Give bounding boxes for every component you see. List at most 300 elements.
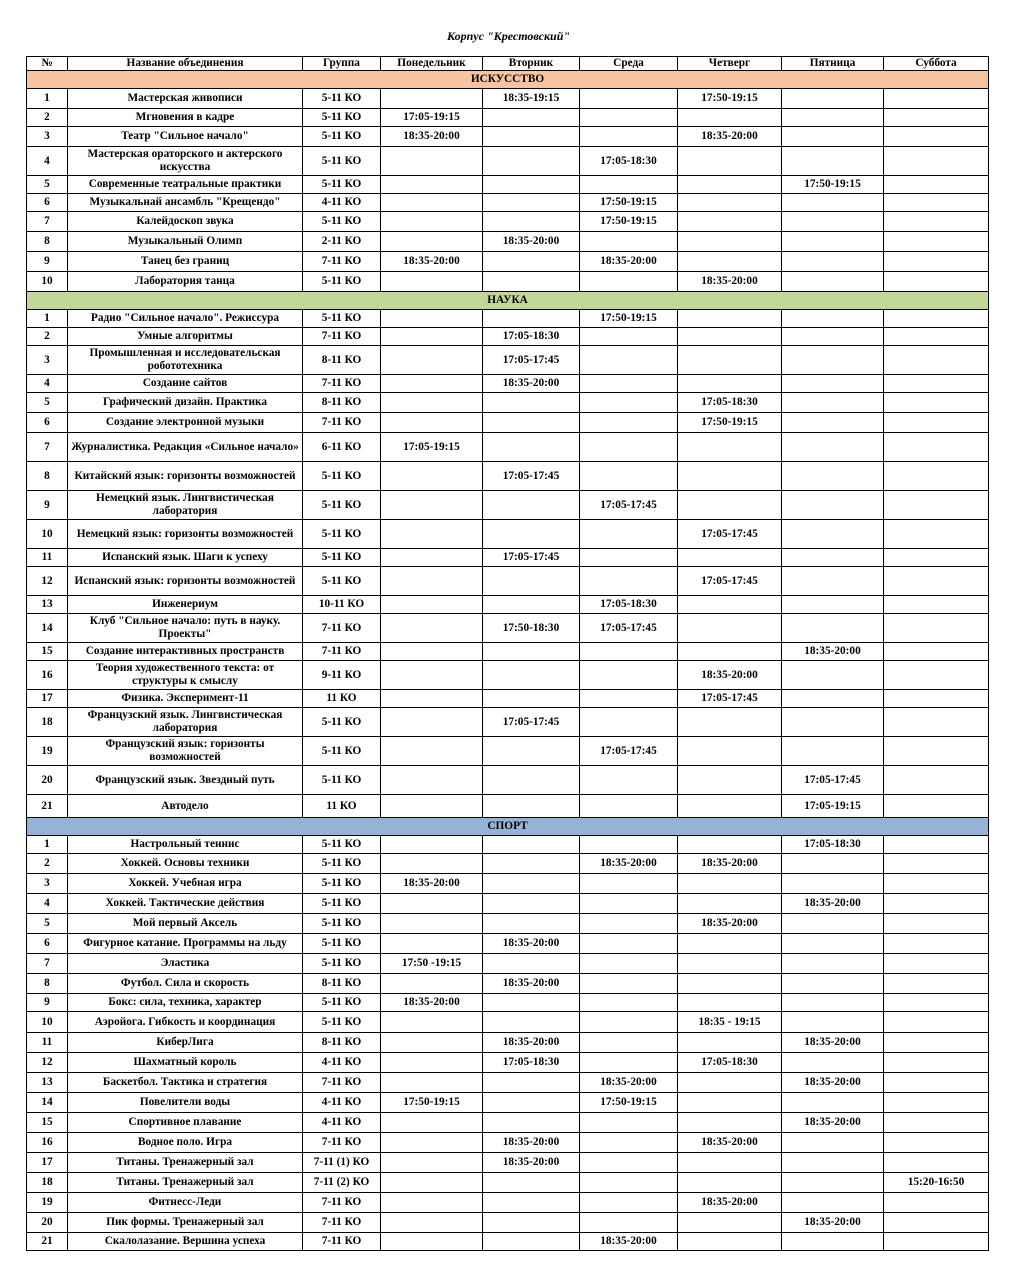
table-cell — [782, 914, 884, 934]
table-cell: 1 — [27, 836, 68, 854]
table-cell: Аэройога. Гибкость и координация — [68, 1012, 303, 1033]
table-cell: 10 — [27, 272, 68, 292]
table-cell — [884, 690, 989, 708]
table-cell: Хоккей. Учебная игра — [68, 874, 303, 894]
table-cell: 17:05-17:45 — [782, 766, 884, 795]
table-cell — [483, 147, 580, 176]
table-cell: Немецкий язык: горизонты возможностей — [68, 520, 303, 549]
table-cell — [381, 934, 483, 954]
table-cell: Пик формы. Тренажерный зал — [68, 1213, 303, 1233]
table-cell — [782, 874, 884, 894]
table-row — [27, 310, 989, 328]
table-cell: 19 — [27, 737, 68, 766]
table-cell — [782, 433, 884, 462]
table-row — [27, 252, 989, 272]
table-cell — [782, 567, 884, 596]
table-cell: 17:05-17:45 — [580, 737, 678, 766]
table-cell: 1 — [27, 89, 68, 109]
table-row — [27, 147, 989, 176]
table-cell: 2 — [27, 109, 68, 127]
table-cell: 7-11 КО — [303, 1073, 381, 1093]
table-cell — [483, 954, 580, 974]
table-cell — [678, 874, 782, 894]
table-cell: 18:35-20:00 — [483, 232, 580, 252]
table-cell — [483, 1173, 580, 1193]
table-cell — [483, 491, 580, 520]
table-cell: 17:05-17:45 — [678, 690, 782, 708]
table-cell: 2-11 КО — [303, 232, 381, 252]
table-cell — [381, 661, 483, 690]
table-cell — [381, 690, 483, 708]
table-cell — [884, 854, 989, 874]
table-cell: Современные театральные практики — [68, 176, 303, 194]
table-cell: 5-11 КО — [303, 491, 381, 520]
table-cell: 7-11 КО — [303, 375, 381, 393]
table-cell: Графический дизайн. Практика — [68, 393, 303, 413]
table-row — [27, 176, 989, 194]
table-row — [27, 934, 989, 954]
table-cell — [782, 596, 884, 614]
table-cell: Калейдоскоп звука — [68, 212, 303, 232]
table-cell: 15:20-16:50 — [884, 1173, 989, 1193]
table-cell — [580, 795, 678, 818]
table-cell — [678, 766, 782, 795]
table-cell: 4-11 КО — [303, 194, 381, 212]
table-cell — [381, 1012, 483, 1033]
table-cell — [381, 854, 483, 874]
table-cell — [580, 346, 678, 375]
table-row — [27, 596, 989, 614]
table-row — [27, 272, 989, 292]
table-cell — [381, 232, 483, 252]
table-cell — [884, 147, 989, 176]
table-row — [27, 1193, 989, 1213]
table-cell — [678, 894, 782, 914]
table-cell — [580, 89, 678, 109]
table-cell — [381, 708, 483, 737]
table-cell — [782, 549, 884, 567]
table-cell — [782, 737, 884, 766]
table-cell: Журналистика. Редакция «Сильное начало» — [68, 433, 303, 462]
table-cell: 11 КО — [303, 795, 381, 818]
table-cell — [483, 766, 580, 795]
table-cell: 5-11 КО — [303, 1012, 381, 1033]
table-row — [27, 854, 989, 874]
table-cell — [381, 766, 483, 795]
table-cell: 15 — [27, 643, 68, 661]
table-cell — [580, 994, 678, 1012]
table-cell: Клуб "Сильное начало: путь в науку. Проекты" — [68, 614, 303, 643]
table-row — [27, 1153, 989, 1173]
table-cell: 18:35-20:00 — [483, 375, 580, 393]
header-cell: Четверг — [678, 57, 782, 71]
table-cell: 7-11 КО — [303, 1213, 381, 1233]
table-cell — [884, 1093, 989, 1113]
table-row — [27, 212, 989, 232]
table-cell — [483, 836, 580, 854]
table-cell — [381, 974, 483, 994]
table-cell: 12 — [27, 567, 68, 596]
table-cell — [884, 549, 989, 567]
table-cell — [483, 393, 580, 413]
table-cell — [580, 462, 678, 491]
table-cell — [483, 413, 580, 433]
table-cell — [884, 737, 989, 766]
table-row — [27, 1033, 989, 1053]
table-row — [27, 346, 989, 375]
table-cell: 21 — [27, 795, 68, 818]
table-cell — [381, 567, 483, 596]
table-cell: 5 — [27, 393, 68, 413]
table-cell — [483, 212, 580, 232]
table-cell — [678, 462, 782, 491]
table-cell — [782, 934, 884, 954]
table-cell — [381, 1113, 483, 1133]
table-cell — [678, 1073, 782, 1093]
table-cell: 5-11 КО — [303, 914, 381, 934]
table-cell: 10 — [27, 520, 68, 549]
table-cell — [782, 328, 884, 346]
table-row — [27, 1133, 989, 1153]
table-row — [27, 974, 989, 994]
table-cell: Создание электронной музыки — [68, 413, 303, 433]
table-cell — [580, 914, 678, 934]
table-cell: 5-11 КО — [303, 994, 381, 1012]
table-cell: 16 — [27, 661, 68, 690]
table-cell: Спортивное плавание — [68, 1113, 303, 1133]
table-cell: Теория художественного текста: от структуры к смыслу — [68, 661, 303, 690]
table-cell — [381, 643, 483, 661]
table-cell: Автодело — [68, 795, 303, 818]
table-cell — [678, 974, 782, 994]
table-cell: 14 — [27, 614, 68, 643]
table-cell: 4-11 КО — [303, 1053, 381, 1073]
table-cell — [580, 413, 678, 433]
table-cell: 18:35-20:00 — [580, 1233, 678, 1251]
table-cell: 10-11 КО — [303, 596, 381, 614]
table-cell: 14 — [27, 1093, 68, 1113]
table-cell — [381, 272, 483, 292]
table-row — [27, 954, 989, 974]
table-cell: 7-11 КО — [303, 252, 381, 272]
table-cell — [381, 147, 483, 176]
table-cell — [381, 894, 483, 914]
table-cell — [782, 994, 884, 1012]
table-cell: 5-11 КО — [303, 854, 381, 874]
table-cell: 18:35-20:00 — [483, 934, 580, 954]
table-cell — [678, 176, 782, 194]
table-cell — [782, 109, 884, 127]
table-cell — [381, 89, 483, 109]
table-cell — [483, 109, 580, 127]
table-cell — [580, 1053, 678, 1073]
table-cell: 17:50 -19:15 — [381, 954, 483, 974]
table-row — [27, 1173, 989, 1193]
table-cell — [678, 252, 782, 272]
table-cell — [884, 894, 989, 914]
table-cell — [580, 766, 678, 795]
table-cell: Создание сайтов — [68, 375, 303, 393]
table-cell: 18:35-20:00 — [580, 1073, 678, 1093]
section-header: ИСКУССТВО — [27, 71, 989, 89]
table-cell — [580, 232, 678, 252]
table-cell: 5-11 КО — [303, 894, 381, 914]
table-cell — [580, 836, 678, 854]
table-cell: 5-11 КО — [303, 954, 381, 974]
table-cell: Физика. Эксперимент-11 — [68, 690, 303, 708]
table-cell — [580, 1133, 678, 1153]
table-cell — [483, 127, 580, 147]
table-cell: 5-11 КО — [303, 212, 381, 232]
table-cell: 11 — [27, 549, 68, 567]
table-cell: 8-11 КО — [303, 974, 381, 994]
table-cell: 7-11 КО — [303, 614, 381, 643]
table-cell: Промышленная и исследовательская робототехника — [68, 346, 303, 375]
table-cell — [678, 194, 782, 212]
table-row — [27, 1053, 989, 1073]
table-cell: Создание интерактивных пространств — [68, 643, 303, 661]
section-row — [27, 292, 989, 310]
table-cell — [381, 1153, 483, 1173]
table-cell: 18:35-20:00 — [580, 252, 678, 272]
table-cell — [884, 836, 989, 854]
table-cell: 7 — [27, 212, 68, 232]
table-cell: 5-11 КО — [303, 934, 381, 954]
table-cell: Лаборатория танца — [68, 272, 303, 292]
table-row — [27, 375, 989, 393]
table-cell — [678, 109, 782, 127]
table-cell: 18:35-20:00 — [782, 643, 884, 661]
table-cell: Титаны. Тренажерный зал — [68, 1173, 303, 1193]
table-cell — [884, 328, 989, 346]
table-cell — [381, 346, 483, 375]
table-cell — [884, 1073, 989, 1093]
table-cell: Французский язык. Звездный путь — [68, 766, 303, 795]
table-cell — [884, 375, 989, 393]
table-cell — [580, 1012, 678, 1033]
table-cell — [678, 1233, 782, 1251]
table-cell — [580, 272, 678, 292]
table-row — [27, 433, 989, 462]
table-row — [27, 89, 989, 109]
table-cell: 5-11 КО — [303, 109, 381, 127]
table-cell: 7-11 КО — [303, 413, 381, 433]
table-cell — [580, 433, 678, 462]
table-cell: 18:35-20:00 — [381, 994, 483, 1012]
table-cell: 5-11 КО — [303, 127, 381, 147]
table-cell — [483, 310, 580, 328]
table-cell — [884, 413, 989, 433]
table-row — [27, 894, 989, 914]
table-cell: 7-11 (1) КО — [303, 1153, 381, 1173]
table-cell: Бокс: сила, техника, характер — [68, 994, 303, 1012]
table-cell — [678, 375, 782, 393]
table-cell: 17:05-19:15 — [381, 433, 483, 462]
table-cell: 18:35-20:00 — [381, 252, 483, 272]
table-cell — [381, 596, 483, 614]
table-cell: 5-11 КО — [303, 520, 381, 549]
table-cell — [782, 708, 884, 737]
table-cell — [884, 1133, 989, 1153]
table-cell: 4-11 КО — [303, 1093, 381, 1113]
table-cell: 4 — [27, 375, 68, 393]
table-cell — [483, 1193, 580, 1213]
table-cell: 11 КО — [303, 690, 381, 708]
table-cell: 18:35-20:00 — [483, 1033, 580, 1053]
table-cell: 5-11 КО — [303, 310, 381, 328]
table-row — [27, 708, 989, 737]
table-cell: Немецкий язык. Лингвистическая лаборатория — [68, 491, 303, 520]
table-cell — [884, 1193, 989, 1213]
table-cell — [884, 614, 989, 643]
table-cell — [782, 413, 884, 433]
table-cell — [483, 176, 580, 194]
table-cell — [884, 1033, 989, 1053]
table-cell — [678, 836, 782, 854]
table-cell — [782, 393, 884, 413]
table-row — [27, 994, 989, 1012]
table-cell: 17:50-19:15 — [580, 1093, 678, 1113]
table-cell — [884, 643, 989, 661]
table-cell — [678, 212, 782, 232]
table-cell — [381, 1233, 483, 1251]
table-cell: 3 — [27, 874, 68, 894]
table-cell: 5-11 КО — [303, 874, 381, 894]
table-cell: 9 — [27, 252, 68, 272]
table-cell — [483, 643, 580, 661]
table-cell: 17:50-19:15 — [580, 310, 678, 328]
table-cell: Мастерская ораторского и актерского искусства — [68, 147, 303, 176]
table-cell: 18:35-20:00 — [782, 1213, 884, 1233]
table-cell: 17:50-19:15 — [580, 194, 678, 212]
table-cell — [381, 491, 483, 520]
table-cell: 3 — [27, 127, 68, 147]
table-cell — [381, 520, 483, 549]
table-cell — [782, 252, 884, 272]
page-title: Корпус "Крестовский" — [446, 29, 571, 43]
table-cell — [483, 874, 580, 894]
table-cell: Инженериум — [68, 596, 303, 614]
table-cell — [580, 328, 678, 346]
header-row — [27, 57, 989, 71]
table-cell — [381, 1033, 483, 1053]
table-row — [27, 1012, 989, 1033]
table-cell: Настрольный теннис — [68, 836, 303, 854]
table-cell: 18:35-19:15 — [483, 89, 580, 109]
table-cell: 17:05-17:45 — [483, 708, 580, 737]
header-cell: Понедельник — [381, 57, 483, 71]
table-cell — [884, 1113, 989, 1133]
table-cell: Радио "Сильное начало". Режиссура — [68, 310, 303, 328]
table-cell: 20 — [27, 766, 68, 795]
table-cell: 18:35 - 19:15 — [678, 1012, 782, 1033]
table-cell: 17:05-17:45 — [483, 346, 580, 375]
table-cell: 9-11 КО — [303, 661, 381, 690]
table-cell — [884, 1053, 989, 1073]
table-cell — [580, 520, 678, 549]
table-cell: 2 — [27, 854, 68, 874]
table-cell — [381, 737, 483, 766]
table-cell: Умные алгоритмы — [68, 328, 303, 346]
table-cell — [381, 1133, 483, 1153]
table-cell — [884, 89, 989, 109]
table-cell: 6-11 КО — [303, 433, 381, 462]
table-cell: Французский язык. Лингвистическая лаборатория — [68, 708, 303, 737]
table-cell: Футбол. Сила и скорость — [68, 974, 303, 994]
table-cell: 3 — [27, 346, 68, 375]
table-cell: 17:05-18:30 — [483, 328, 580, 346]
table-cell — [483, 894, 580, 914]
table-row — [27, 1073, 989, 1093]
table-cell — [580, 1173, 678, 1193]
table-cell: 17:05-17:45 — [678, 520, 782, 549]
table-row — [27, 1113, 989, 1133]
table-cell — [381, 795, 483, 818]
table-cell: 18:35-20:00 — [483, 974, 580, 994]
table-cell: Театр "Сильное начало" — [68, 127, 303, 147]
table-cell — [782, 194, 884, 212]
table-cell: 8-11 КО — [303, 393, 381, 413]
table-cell — [782, 1173, 884, 1193]
table-row — [27, 1093, 989, 1113]
table-row — [27, 549, 989, 567]
table-cell — [483, 520, 580, 549]
table-row — [27, 462, 989, 491]
table-cell — [381, 328, 483, 346]
header-cell: Пятница — [782, 57, 884, 71]
table-cell — [678, 310, 782, 328]
table-cell — [678, 737, 782, 766]
table-cell — [483, 737, 580, 766]
table-cell — [884, 766, 989, 795]
header-cell: Группа — [303, 57, 381, 71]
table-cell: 5-11 КО — [303, 708, 381, 737]
table-cell — [580, 1033, 678, 1053]
table-cell — [580, 109, 678, 127]
table-cell: 17:05-18:30 — [678, 1053, 782, 1073]
table-cell: Повелители воды — [68, 1093, 303, 1113]
table-cell — [782, 212, 884, 232]
table-cell — [884, 795, 989, 818]
table-cell — [678, 994, 782, 1012]
table-cell: 17:05-17:45 — [678, 567, 782, 596]
table-cell — [381, 393, 483, 413]
table-cell: 18 — [27, 708, 68, 737]
table-cell — [678, 549, 782, 567]
table-cell: Испанский язык: горизонты возможностей — [68, 567, 303, 596]
table-cell — [884, 109, 989, 127]
table-cell: 18:35-20:00 — [678, 127, 782, 147]
table-cell: 17:05-17:45 — [580, 614, 678, 643]
table-cell: 18:35-20:00 — [678, 1193, 782, 1213]
table-cell: 17:05-19:15 — [381, 109, 483, 127]
table-cell: 18:35-20:00 — [580, 854, 678, 874]
table-cell — [381, 1193, 483, 1213]
table-cell — [884, 567, 989, 596]
table-cell — [782, 310, 884, 328]
table-cell: Испанский язык. Шаги к успеху — [68, 549, 303, 567]
table-row — [27, 614, 989, 643]
table-cell — [782, 346, 884, 375]
table-cell: Эластика — [68, 954, 303, 974]
table-cell: Фигурное катание. Программы на льду — [68, 934, 303, 954]
header-cell: Название объединения — [68, 57, 303, 71]
table-cell: 7-11 КО — [303, 1233, 381, 1251]
table-row — [27, 232, 989, 252]
table-cell: 18:35-20:00 — [678, 1133, 782, 1153]
table-cell: 8 — [27, 974, 68, 994]
table-cell: Мой первый Аксель — [68, 914, 303, 934]
